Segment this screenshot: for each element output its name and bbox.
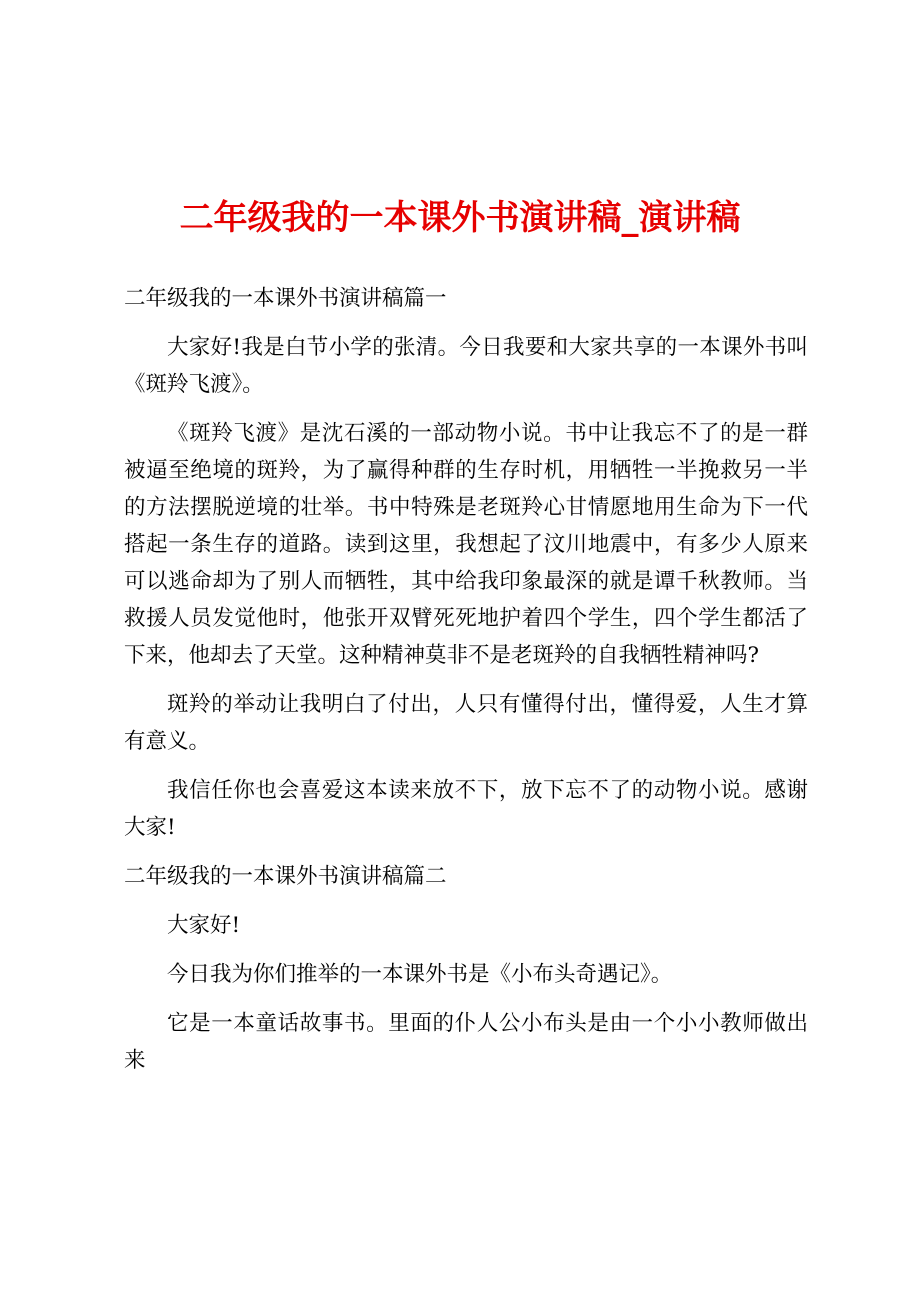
- paragraph: 它是一本童话故事书。里面的仆人公小布头是由一个小小教师做出来: [124, 1011, 808, 1073]
- paragraph: 大家好!我是白节小学的张清。今日我要和大家共享的一本课外书叫《斑羚飞渡》。: [124, 335, 808, 397]
- section-heading: 二年级我的一本课外书演讲稿篇二: [124, 864, 447, 889]
- paragraph: 《斑羚飞渡》是沈石溪的一部动物小说。书中让我忘不了的是一群被逼至绝境的斑羚，为了赢得种群的生存时机，用牺牲一半挽救另一半的方法摆脱逆境的壮举。书中特殊是老斑羚心甘情愿地用生命为下一代搭起一条生存的道路。读到这里，我想起了汶川地震中，有多少人原来可以逃命却为了别人而牺牲，其中给我印象最深的就是谭千秋教师。当救援人员发觉他时，他张开双臂死死地护着四个学生，四个学生都活了下来，他却去了天堂。这种精神莫非不是老斑羚的自我牺牲精神吗?: [124, 421, 808, 668]
- document-body: [124, 280, 808, 1091]
- paragraph: 我信任你也会喜爱这本读来放不下，放下忘不了的动物小说。感谢大家!: [124, 778, 808, 840]
- paragraph: 大家好!: [167, 913, 241, 938]
- paragraph: 今日我为你们推举的一本课外书是《小布头奇遇记》。: [167, 962, 673, 987]
- section-heading: 二年级我的一本课外书演讲稿篇一: [124, 286, 447, 311]
- paragraph: 斑羚的举动让我明白了付出，人只有懂得付出，懂得爱，人生才算有意义。: [124, 692, 808, 754]
- document-title: 二年级我的一本课外书演讲稿_演讲稿: [179, 198, 741, 238]
